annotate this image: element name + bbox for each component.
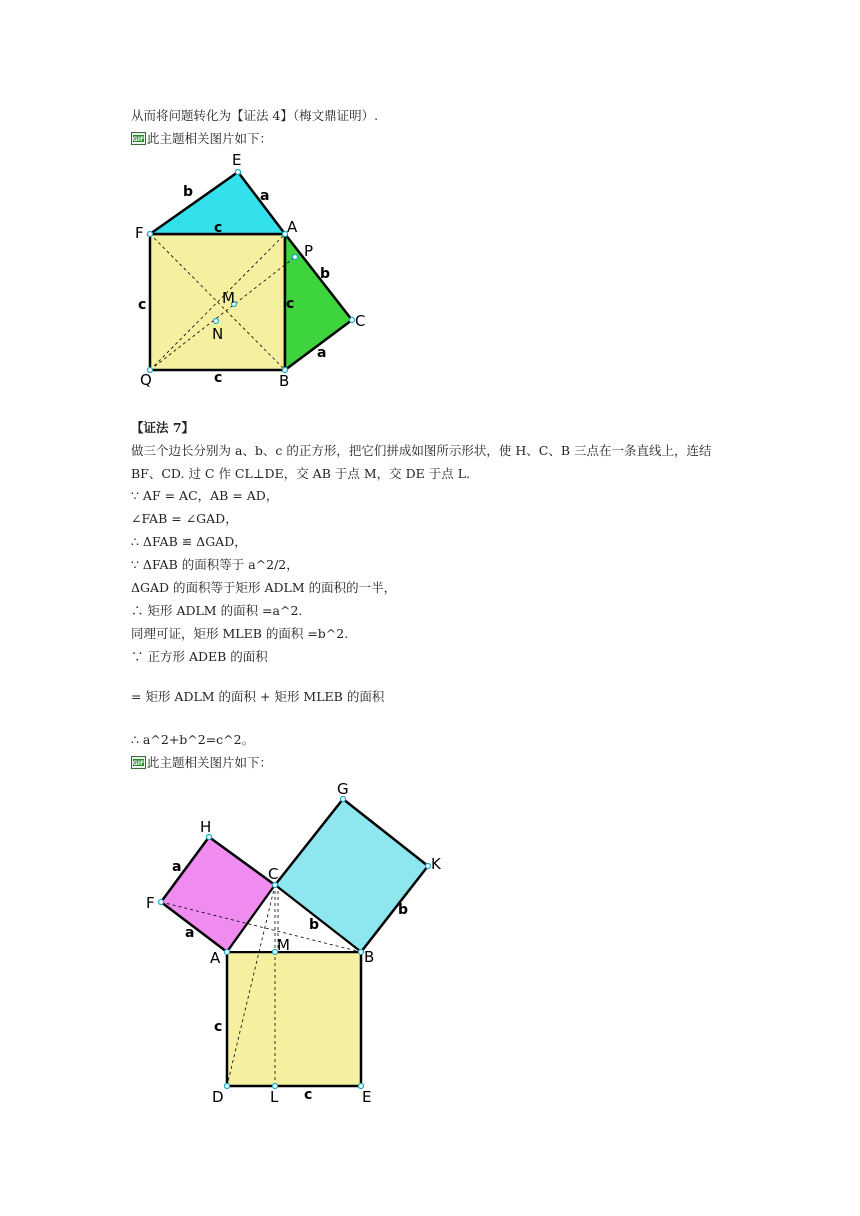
label-side-a-right: a [317, 345, 327, 361]
gif-icon [131, 756, 146, 769]
label-f: F [146, 894, 155, 912]
figure-2 [140, 775, 460, 1110]
proof-step-2: ∠FAB = ∠GAD， [131, 511, 238, 526]
label-k: K [431, 855, 441, 873]
label-e: E [232, 151, 242, 169]
label-side-c-bottom: c [304, 1087, 313, 1103]
label-c: C [268, 865, 279, 883]
proof-step-1: ∵ AF = AC，AB = AD， [131, 488, 279, 503]
svg-text:GIF: GIF [132, 760, 145, 767]
proof-step-6: ∴ 矩形 ADLM 的面积 =a^2. [131, 603, 303, 618]
text-line-2 [131, 131, 272, 147]
label-side-c-bottom: c [214, 370, 223, 386]
label-h: H [200, 818, 212, 836]
label-side-c-top: c [214, 220, 223, 236]
gif-icon [131, 132, 146, 145]
label-g: G [337, 780, 349, 798]
svg-text:GIF: GIF [132, 136, 145, 143]
label-side-c-left: c [214, 1019, 223, 1035]
square-adeb [227, 952, 361, 1086]
proof-paragraph: 做三个边长分别为 a、b、c 的正方形，把它们拼成如图所示形状，使 H、C、B 三点在一条直线上，连结 BF、CD. 过 C 作 CL⊥DE，交 AB 于点 M，交 DE 于点 L. [131, 443, 712, 481]
label-side-a2: a [185, 925, 195, 941]
label-side-b-top: b [183, 184, 194, 200]
label-b: B [364, 948, 375, 966]
figure-1 [130, 150, 390, 395]
caption-text: 此主题相关图片如下： [147, 131, 273, 146]
text-line-1: 从而将问题转化为【证法 4】（梅文鼎证明）. [131, 108, 379, 123]
proof-step-10: ∴ a^2+b^2=c^2。 [131, 732, 255, 747]
proof-step-3: ∴ ΔFAB ≌ ΔGAD， [131, 534, 247, 549]
label-a: A [287, 218, 298, 236]
proof-heading: 【证法 7】 [131, 420, 195, 435]
label-m: M [222, 289, 235, 307]
label-p: P [304, 242, 314, 260]
label-q: Q [140, 371, 152, 389]
proof-step-9: = 矩形 ADLM 的面积 + 矩形 MLEB 的面积 [131, 689, 385, 704]
label-n: N [212, 325, 224, 343]
label-side-c-left: c [138, 297, 147, 313]
proof-step-5: ΔGAD 的面积等于矩形 ADLM 的面积的一半， [131, 580, 397, 595]
label-side-c-mid: c [286, 296, 295, 312]
label-side-b2: b [398, 902, 409, 918]
label-side-b1: b [309, 917, 320, 933]
label-d: D [212, 1088, 224, 1106]
proof-step-7: 同理可证，矩形 MLEB 的面积 =b^2. [131, 626, 349, 641]
label-f: F [135, 224, 144, 242]
label-m: M [277, 936, 290, 954]
caption-text-2: 此主题相关图片如下： [147, 755, 273, 770]
proof-step-4: ∵ ΔFAB 的面积等于 a^2/2， [131, 557, 299, 572]
label-b: B [279, 372, 290, 390]
text-line-3 [131, 755, 272, 771]
label-a: A [210, 949, 221, 967]
label-e: E [362, 1088, 372, 1106]
proof-step-8: ∵ 正方形 ADEB 的面积 [131, 649, 268, 664]
label-side-b-right: b [320, 266, 331, 282]
label-l: L [270, 1088, 279, 1106]
label-side-a1: a [172, 859, 182, 875]
label-side-a-top: a [260, 188, 270, 204]
label-c: C [355, 312, 366, 330]
